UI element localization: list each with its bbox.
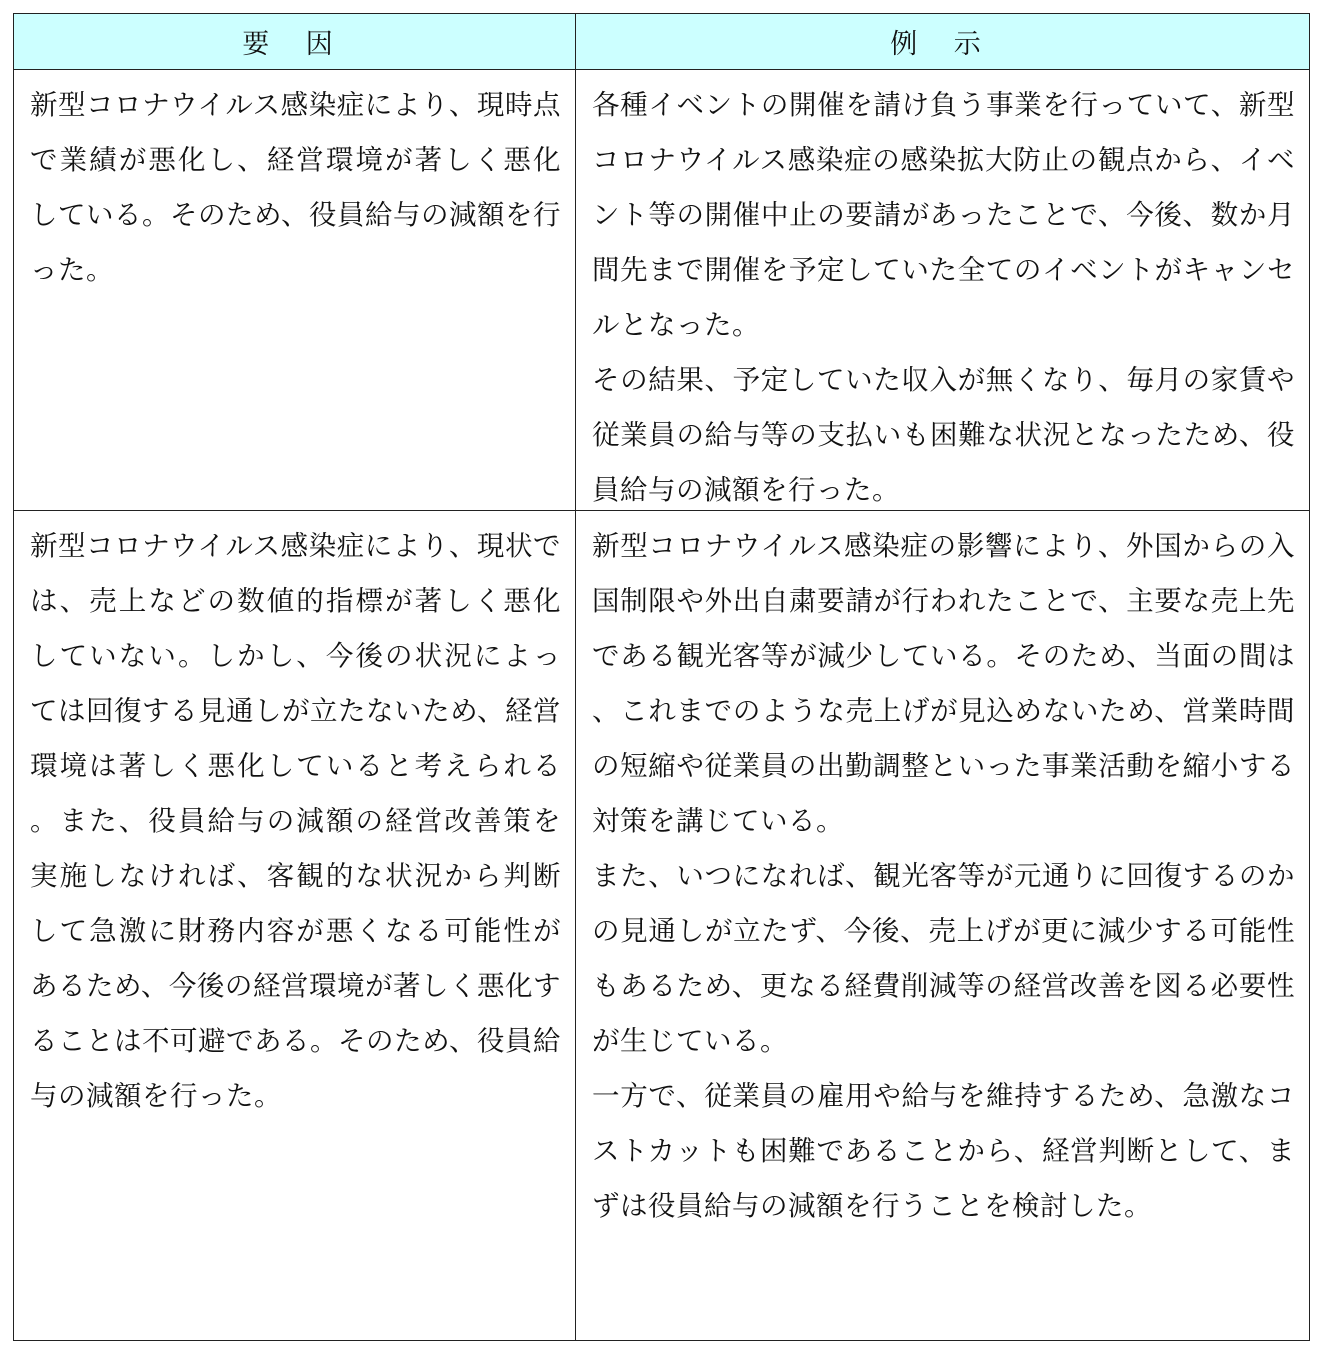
example-paragraph: また、いつになれば、観光客等が元通りに回復するのかの見通しが立たず、今後、売上げが更に減少する可能性もあるため、更なる経費削減等の経営改善を図る必要性が生じている。 (592, 860, 1295, 1057)
example-cell (576, 70, 1309, 510)
factor-example-table (13, 13, 1310, 1341)
header-factor: 要 因 (14, 14, 576, 69)
factor-cell: 新型コロナウイルス感染症により、現状では、売上などの数値的指標が著しく悪化していない。しかし、今後の状況によっては回復する見通しが立たないため、経営環境は著しく悪化していると考えられる。また、役員給与の減額の経営改善策を実施しなければ、客観的な状況から判断して急激に財務内容が悪くなる可能性があるため、今後の経営環境が著しく悪化することは不可避である。そのため、役員給与の減額を行った。 (14, 511, 576, 1340)
example-cell (576, 511, 1309, 1340)
factor-cell: 新型コロナウイルス感染症により、現時点で業績が悪化し、経営環境が著しく悪化している。そのため、役員給与の減額を行った。 (14, 70, 576, 510)
table-row (14, 511, 1309, 1340)
table-header-row (14, 14, 1309, 70)
header-example: 例 示 (890, 29, 995, 60)
example-paragraph: 各種イベントの開催を請け負う事業を行っていて、新型コロナウイルス感染症の感染拡大防止の観点から、イベント等の開催中止の要請があったことで、今後、数か月間先まで開催を予定していた全てのイベントがキャンセルとなった。 (592, 89, 1295, 341)
example-paragraph: 一方で、従業員の雇用や給与を維持するため、急激なコストカットも困難であることから、経営判断として、まずは役員給与の減額を行うことを検討した。 (592, 1080, 1295, 1222)
example-paragraph: 新型コロナウイルス感染症の影響により、外国からの入国制限や外出自粛要請が行われたことで、主要な売上先である観光客等が減少している。そのため、当面の間は、これまでのような売上げが見込めないため、営業時間の短縮や従業員の出勤調整といった事業活動を縮小する対策を講じている。 (592, 530, 1295, 837)
example-paragraph: その結果、予定していた収入が無くなり、毎月の家賃や従業員の給与等の支払いも困難な状況となったため、役員給与の減額を行った。 (592, 364, 1295, 506)
table-row (14, 70, 1309, 511)
